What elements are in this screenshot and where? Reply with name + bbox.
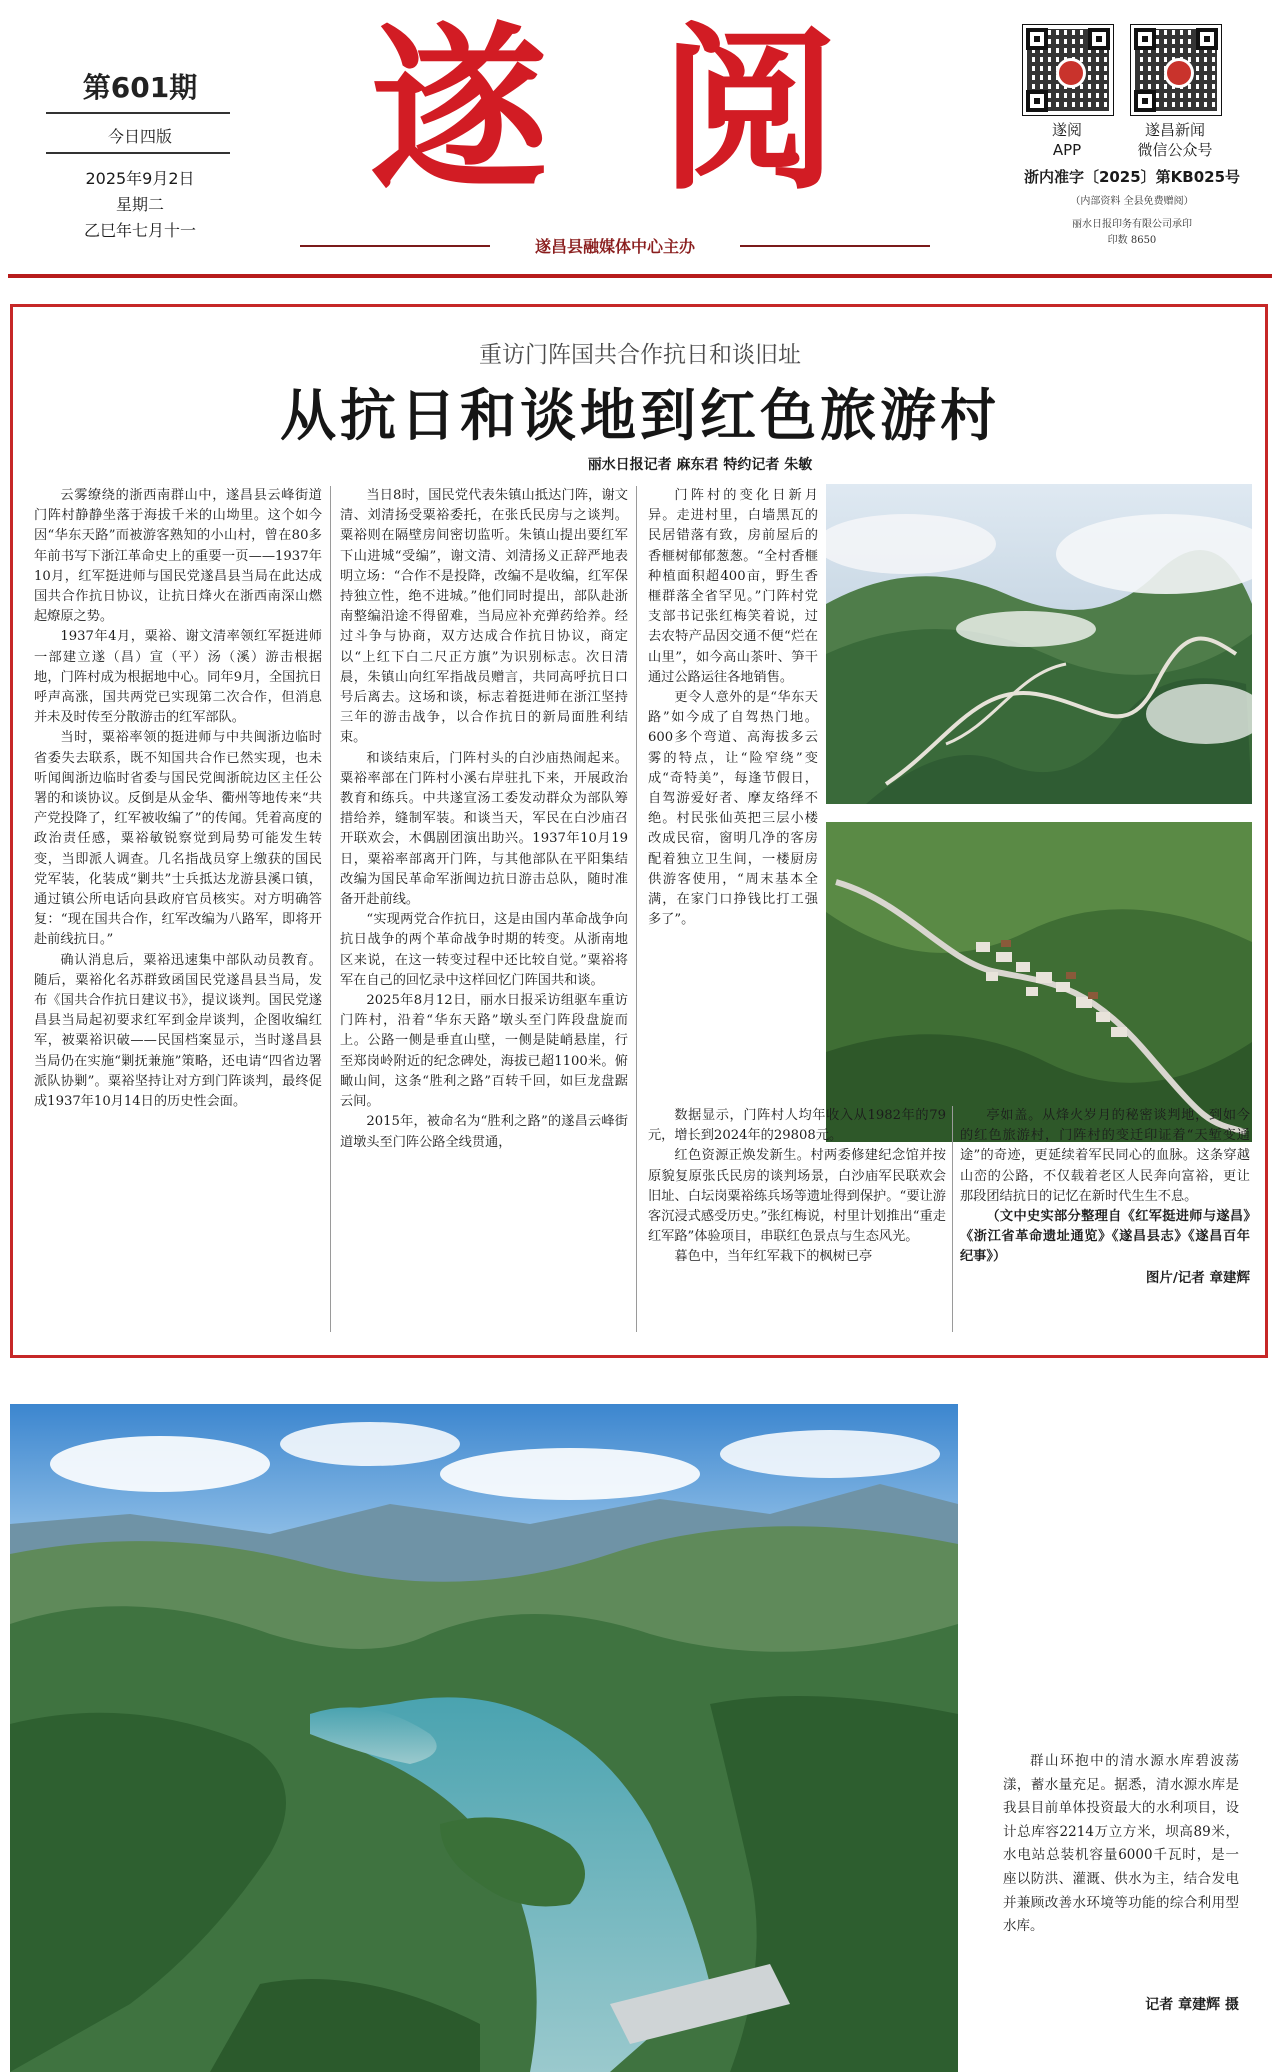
source-note: （文中史实部分整理自《红军挺进师与遂昌》《浙江省革命遗址通览》《遂昌县志》《遂昌百年纪事》） bbox=[960, 1209, 1250, 1265]
newspaper-logo bbox=[370, 5, 890, 220]
column-rule bbox=[952, 1106, 953, 1332]
paragraph: 1937年4月，粟裕、谢文清率领红军挺进师一部建立遂（昌）宣（平）汤（溪）游击根据地，门阵村成为根据地中心。同年9月，全国抗日呼声高涨，国共两党已实现第二次合作，但消息并未及时传至分散游击的红军部队。 bbox=[34, 629, 322, 726]
photo-credit: 图片/记者 章建辉 bbox=[1145, 1269, 1250, 1286]
paragraph: 确认消息后，粟裕迅速集中部队动员教育。随后，粟裕化名苏群致函国民党遂昌县当局，发布《国共合作抗日建议书》，提议谈判。国民党遂昌县当局起初要求红军到金岸谈判，企图收编红军，被粟裕识破——民国档案显示，当时遂昌县当局仍在实施“剿抚兼施”策略，还电请“四省边署派队协剿”。粟裕坚持让对方到门阵谈判，最终促成1937年10月14日的历史性会面。 bbox=[34, 952, 322, 1110]
article-kicker: 重访门阵国共合作抗日和谈旧址 bbox=[479, 342, 801, 368]
paragraph: 更令人意外的是“华东天路”如今成了自驾热门地。600多个弯道、高海拔多云雾的特点，让“险窄绕”变成“奇特美”，每逢节假日，自驾游爱好者、摩友络绎不绝。村民张仙英把三层小楼改成民宿，窗明几净的客房配着独立卫生间，一楼厨房供游客使用，“周末基本全满，在家门口挣钱比打工强多了”。 bbox=[648, 690, 818, 928]
article-column-2 bbox=[340, 486, 628, 1338]
reservoir-caption: 群山环抱中的清水源水库碧波荡漾，蓄水量充足。据悉，清水源水库是我县目前单体投资最大的水利项目，设计总库容2214万立方米，坝高89米，水电站总装机容量6000千瓦时，是一座以防洪、灌溉、供水为主，结合发电并兼顾改善水环境等功能的综合利用型水库。 bbox=[1003, 1753, 1239, 1935]
license-number: 浙内准字〔2025〕第KB025号 bbox=[1023, 168, 1241, 186]
reservoir-photo-credit: 记者 章建辉 摄 bbox=[1145, 1997, 1239, 2013]
qr-logo-icon bbox=[1056, 58, 1086, 88]
article-column-4 bbox=[960, 1106, 1250, 1346]
paragraph: 亭如盖。从烽火岁月的秘密谈判地，到如今的红色旅游村，门阵村的变迁印证着“天堑变通途”的奇迹，更延续着军民同心的血脉。这条穿越山峦的公路，不仅载着老区人民奔向富裕，更让那段团结抗日的记忆在新时代生生不息。 bbox=[960, 1108, 1250, 1204]
wechat-qr-label: 遂昌新闻 微信公众号 bbox=[1137, 121, 1213, 159]
paragraph: 和谈结束后，门阵村头的白沙庙热闹起来。粟裕率部在门阵村小溪右岸驻扎下来，开展政治教育和练兵。中共遂宣汤工委发动群众为部队筹措给养，缝制军装。和谈当天，军民在白沙庙召开联欢会，木偶剧团演出助兴。1937年10月19日，粟裕率部离开门阵，与其他部队在平阳集结改编为国民革命军浙闽边抗日游击总队，随时准备开赴前线。 bbox=[340, 750, 628, 908]
paragraph: 当时，粟裕率领的挺进师与中共闽浙边临时省委失去联系，既不知国共合作已然实现，也未听闻闽浙边临时省委与国民党闽浙皖边区主任公署的和谈协议。反倒是从金华、衢州等地传来“共产党投降了，红军被收编了”的传闻。凭着高度的政治责任感，粟裕敏锐察觉到局势可能发生转变，当即派人调查。几名指战员穿上缴获的国民党军装，化装成“剿共”士兵抵达龙游县溪口镇，通过镇公所电话向县政府官员核实。对方明确答复：“现在国共合作，红军改编为八路军，即将开赴前线抗日。” bbox=[34, 730, 322, 948]
app-qr-label: 遂阅 APP bbox=[1051, 121, 1082, 159]
reservoir-photo bbox=[10, 1404, 958, 2072]
issue-number: 第601期 bbox=[82, 71, 198, 104]
paragraph: 云雾缭绕的浙西南群山中，遂昌县云峰街道门阵村静静坐落于海拔千米的山坳里。这个如今因“华东天路”而被游客熟知的小山村，曾在80多年前书写下浙江革命史上的重要一页——1937年10月，红军挺进师与国民党遂昌县当局在此达成国共合作抗日协议，让抗日烽火在浙西南深山燃起燎原之势。 bbox=[34, 488, 322, 625]
article-byline: 丽水日报记者 麻东君 特约记者 朱敏 bbox=[587, 457, 813, 473]
paragraph: 门阵村的变化日新月异。走进村里，白墙黑瓦的民居错落有致，房前屋后的香榧树郁郁葱葱。“全村香榧种植面积超400亩，野生香榧群落全省罕见。”门阵村党支部书记张红梅笑着说，过去农特产品因交通不便“烂在山里”，如今高山茶叶、笋干通过公路运往各地销售。 bbox=[648, 488, 818, 685]
paragraph: 当日8时，国民党代表朱镇山抵达门阵，谢文清、刘清扬受粟裕委托，在张氏民房与之谈判。粟裕则在隔壁房间密切监听。朱镇山提出要红军下山进城“受编”，谢文清、刘清扬义正辞严地表明立场：“合作不是投降，改编不是收编，红军保持独立性，绝不进城。”他们同时提出，部队赴浙南整编沿途不得留难，当局应补充弹药给养。经过斗争与协商，双方达成合作抗日协议，商定以“上红下白二尺正方旗”为识别标志。次日清晨，朱镇山向红军指战员赠言，共同高呼抗日口号后离去。这场和谈，标志着挺进师在浙江坚持三年的游击战争，以合作抗日的新局面胜利结束。 bbox=[340, 488, 628, 746]
paragraph: 数据显示，门阵村人均年收入从1982年的79元，增长到2024年的29808元。 bbox=[648, 1108, 946, 1144]
print-run: 印数 8650 bbox=[1107, 235, 1157, 246]
masthead-divider bbox=[8, 274, 1272, 278]
pages-divider bbox=[46, 152, 230, 154]
weekday: 星期二 bbox=[115, 195, 164, 214]
publication-date: 2025年9月2日 bbox=[85, 169, 195, 188]
app-qr-code[interactable] bbox=[1022, 24, 1114, 116]
column-rule bbox=[330, 486, 331, 1332]
paragraph: “实现两党合作抗日，这是由国内革命战争向抗日战争的两个革命战争时期的转变。从浙南地区来说，在这一转变过程中还比较自觉。”粟裕将军在自己的回忆录中这样回忆门阵国共和谈。 bbox=[340, 912, 628, 988]
logo-char-1: 遂 bbox=[370, 5, 548, 214]
paragraph: 2015年，被命名为“胜利之路”的遂昌云峰街道墩头至门阵公路全线贯通， bbox=[340, 1114, 628, 1150]
issue-divider bbox=[46, 112, 230, 114]
page-count: 今日四版 bbox=[107, 127, 172, 146]
paragraph: 红色资源正焕发新生。村两委修建纪念馆并按原貌复原张氏民房的谈判场景，白沙庙军民联欢会旧址、白坛岗粟裕练兵场等遗址得到保护。“要让游客沉浸式感受历史。”张红梅说，村里计划推出“重走红军路”体验项目，串联红色景点与生态风光。 bbox=[648, 1148, 946, 1245]
aerial-photo-village bbox=[826, 822, 1252, 1142]
qr-logo-icon bbox=[1164, 58, 1194, 88]
paragraph: 暮色中，当年红军栽下的枫树已亭 bbox=[674, 1249, 873, 1265]
wechat-qr-code[interactable] bbox=[1130, 24, 1222, 116]
article-column-3-lower bbox=[648, 1106, 946, 1342]
internal-note: （内部资料 全县免费赠阅） bbox=[1070, 196, 1194, 207]
sponsor-line: 遂昌县融媒体中心主办 bbox=[534, 237, 695, 256]
sponsor-rule-left bbox=[300, 245, 490, 247]
article-column-3-upper bbox=[648, 486, 818, 1106]
logo-char-2: 阅 bbox=[660, 5, 838, 214]
aerial-photo-mountain-road bbox=[826, 484, 1252, 804]
lunar-date: 乙巳年七月十一 bbox=[83, 221, 196, 240]
sponsor-rule-right bbox=[740, 245, 930, 247]
paragraph: 2025年8月12日，丽水日报采访组驱车重访门阵村，沿着“华东天路”墩头至门阵段盘旋而上。公路一侧是垂直山壁，一侧是陡峭悬崖，行至郑岗岭附近的纪念碑处，海拔已超1100米。俯瞰山间，这条“胜利之路”百转千回，如巨龙盘踞云间。 bbox=[340, 993, 628, 1110]
article-headline: 从抗日和谈地到红色旅游村 bbox=[280, 384, 1000, 449]
article-column-1 bbox=[34, 486, 322, 1338]
column-rule bbox=[636, 486, 637, 1332]
printer-note: 丽水日报印务有限公司承印 bbox=[1072, 219, 1192, 230]
